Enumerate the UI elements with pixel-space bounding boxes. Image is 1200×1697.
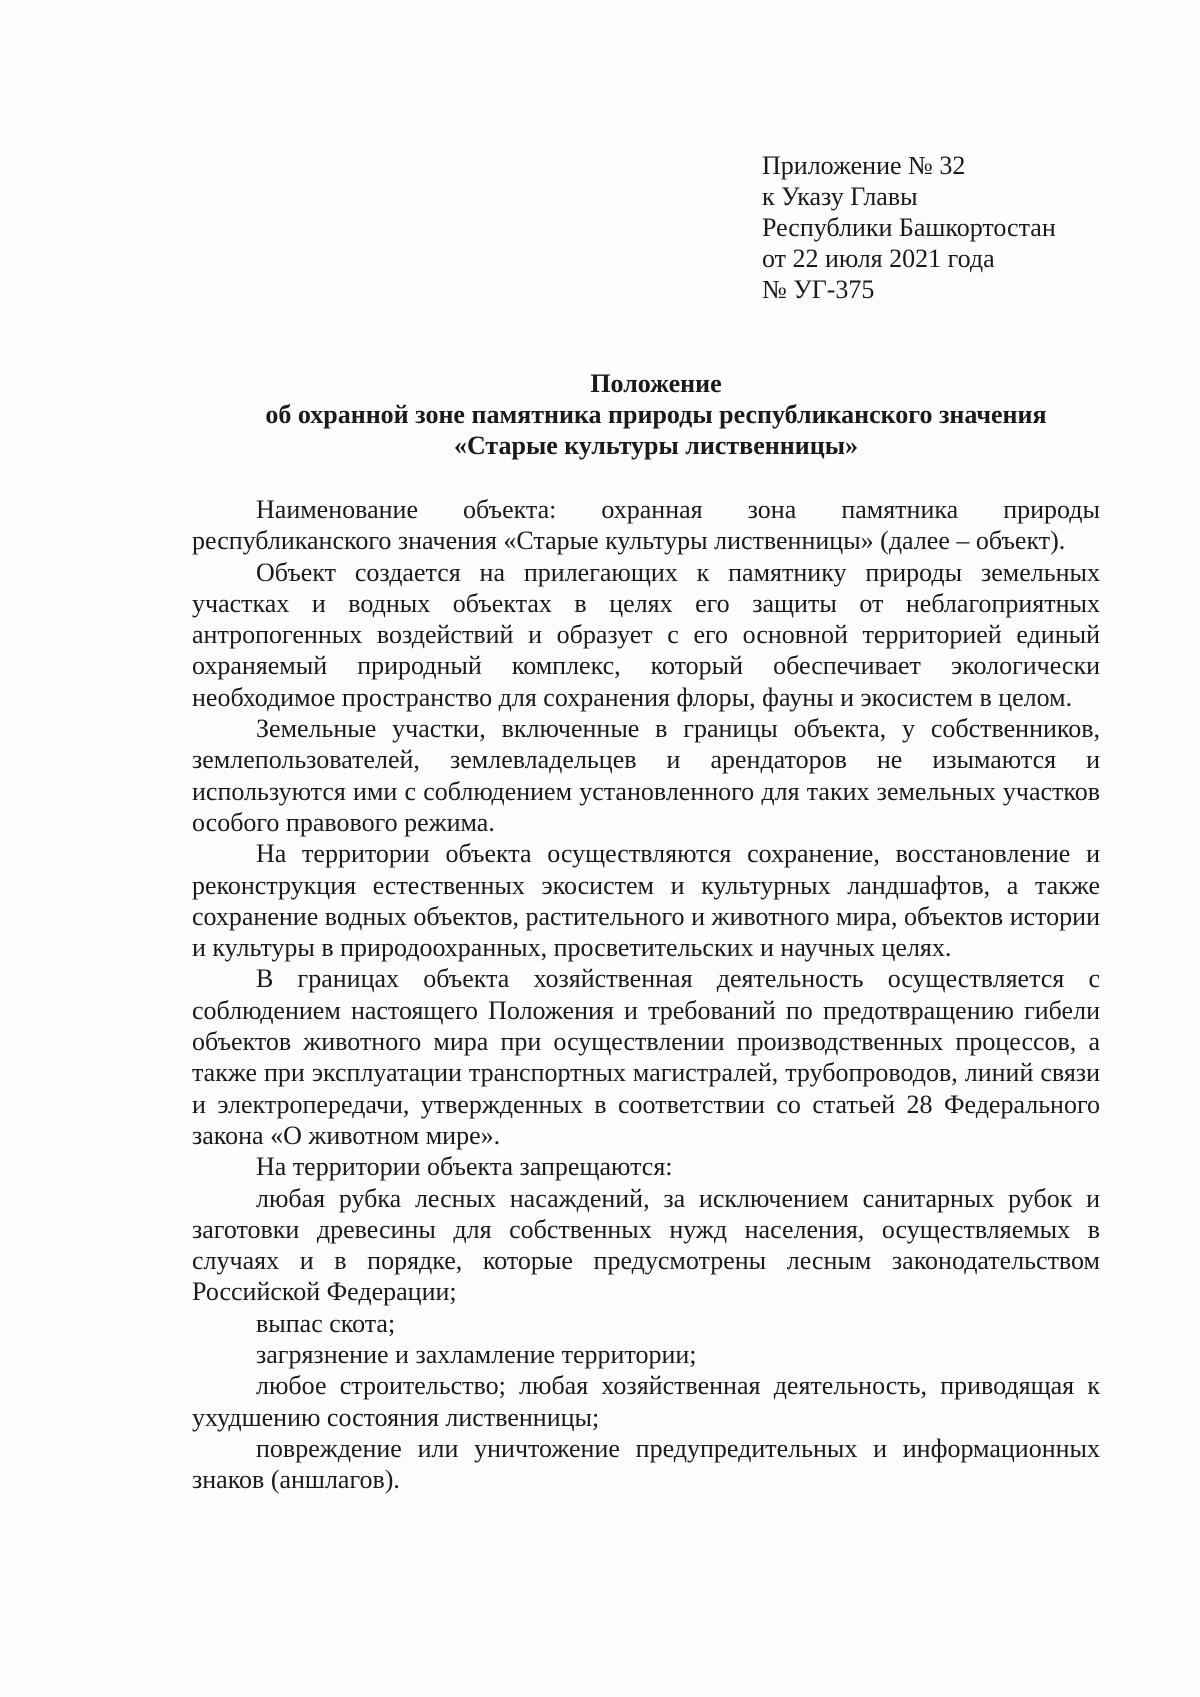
paragraph-economic-activity: В границах объекта хозяйственная деятельность осуществляется с соблюдением настоящего Положения и требований по предотвращению гибели объектов животного мира при осуществлении производственных процессов, а также при эксплуатации транспортных магистралей, трубопроводов, линий связи и электропередачи, утвержденных в соответствии со статьей 28 Федерального закона «О животном мире». (192, 964, 1100, 1150)
title-line-2: об охранной зоне памятника природы республиканского значения (265, 400, 1047, 429)
paragraph-object-name: Наименование объекта: охранная зона памятника природы республиканского значения «Старые культуры лиственницы» (далее – объект). (192, 495, 1100, 556)
document-body (192, 494, 1100, 1496)
title-line-3: «Старые культуры лиственницы» (453, 431, 858, 460)
paragraph-prohibited-grazing: выпас скота; (256, 1308, 396, 1338)
paragraph-prohibited-signs: повреждение или уничтожение предупредительных и информационных знаков (аншлагов). (192, 1433, 1100, 1495)
appendix-header (762, 150, 1056, 305)
paragraph-activities: На территории объекта осуществляются сохранение, восстановление и реконструкция естественных экосистем и культурных ландшафтов, а также сохранение водных объектов, растительного и животного мира, объектов истории и культуры в природоохранных, просветительских и научных целях. (192, 839, 1100, 963)
title-line-1: Положение (590, 369, 722, 398)
appendix-number: Приложение № 32 (762, 151, 966, 180)
appendix-decree-number: № УГ-375 (762, 275, 875, 304)
paragraph-prohibited-intro: На территории объекта запрещаются: (256, 1152, 673, 1182)
paragraph-prohibited-construction: любое строительство; любая хозяйственная деятельность, приводящая к ухудшению состояния лиственницы; (192, 1371, 1100, 1432)
document-title (160, 368, 1152, 461)
paragraph-prohibited-pollution: загрязнение и захламление территории; (256, 1340, 697, 1370)
paragraph-prohibited-logging: любая рубка лесных насаждений, за исключением санитарных рубок и заготовки древесины для собственных нужд населения, осуществляемых в случаях и в порядке, которые предусмотрены лесным законодательством Российской Федерации; (192, 1183, 1100, 1307)
paragraph-land-plots: Земельные участки, включенные в границы объекта, у собственников, землепользователей, землевладельцев и арендаторов не изымаются и используются ими с соблюдением установленного для таких земельных участков особого правового режима. (192, 714, 1100, 837)
appendix-decree-ref: к Указу Главы (762, 182, 918, 211)
appendix-date: от 22 июля 2021 года (762, 244, 995, 273)
paragraph-purpose: Объект создается на прилегающих к памятнику природы земельных участках и водных объектах в целях его защиты от неблагоприятных антропогенных воздействий и образует с его основной территорией единый охраняемый природный комплекс, который обеспечивает экологически необходимое пространство для сохранения флоры, фауны и экосистем в целом. (192, 557, 1100, 712)
appendix-republic: Республики Башкортостан (762, 213, 1056, 242)
